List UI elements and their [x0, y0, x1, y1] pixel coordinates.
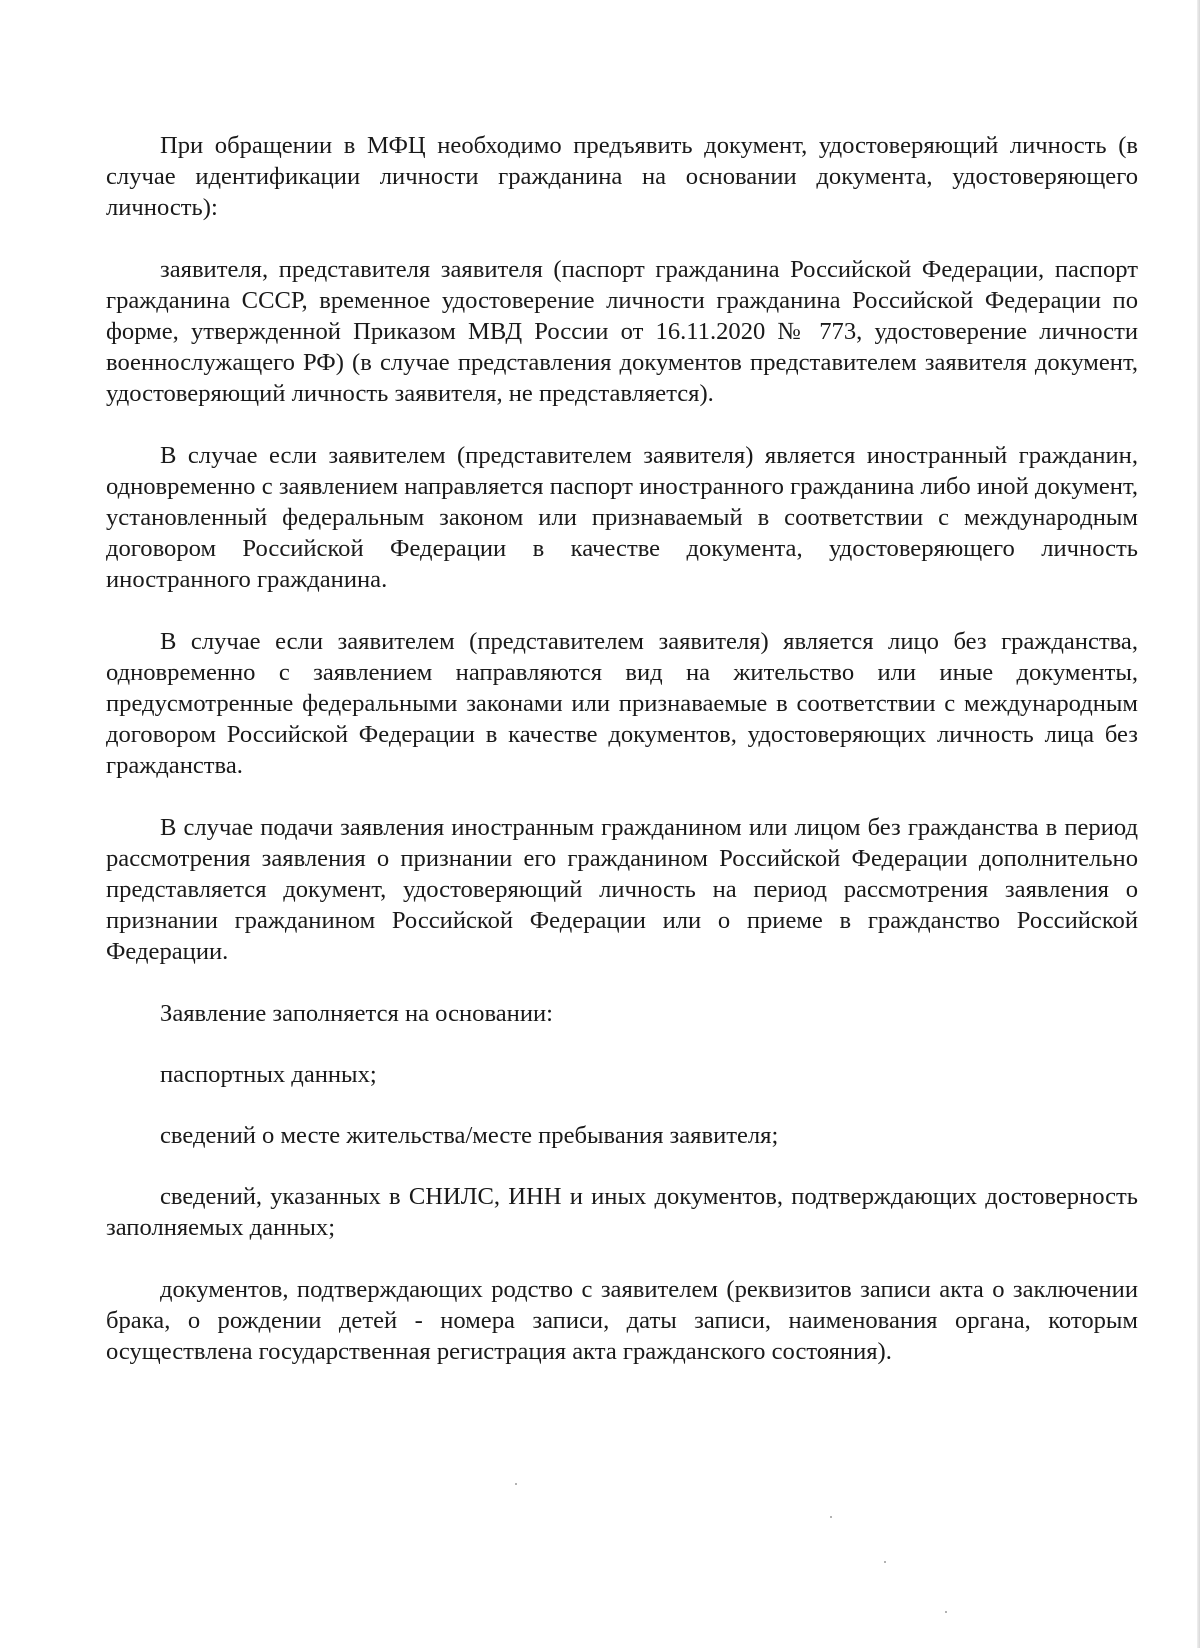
- list-item-passport-data: паспортных данных;: [160, 1060, 377, 1088]
- list-item-residence-info: сведений о месте жительства/месте пребывания заявителя;: [160, 1122, 779, 1150]
- paragraph-recognition-period: В случае подачи заявления иностранным гражданином или лицом без гражданства в период рассмотрения заявления о признании его гражданином Российской Федерации дополнительно представляется документ, удостоверяющий личность на период рассмотрения заявления о признании гражданином Российской Федерации или о приеме в гражданство Российской Федерации.: [106, 813, 1138, 966]
- paragraph-mfc-identity: При обращении в МФЦ необходимо предъявить документ, удостоверяющий личность (в случае идентификации личности гражданина на основании документа, удостоверяющего личность):: [106, 132, 1138, 222]
- scan-speck: [945, 1611, 947, 1613]
- scan-speck: [830, 1516, 832, 1518]
- scan-speck: [884, 1561, 886, 1563]
- paragraph-foreign-citizen: В случае если заявителем (представителем заявителя) является иностранный гражданин, одновременно с заявлением направляется паспорт иностранного гражданина либо иной документ, установленный федеральным законом или признаваемый в соответствии с международным договором Российской Федерации в качестве документа, удостоверяющего личность иностранного гражданина.: [106, 441, 1138, 594]
- paragraph-form-basis: Заявление заполняется на основании:: [160, 999, 553, 1027]
- list-item-kinship-documents: документов, подтверждающих родство с заявителем (реквизитов записи акта о заключении брака, о рождении детей - номера записи, даты записи, наименования органа, которым осуществлена государственная регистрация акта гражданского состояния).: [106, 1275, 1138, 1366]
- document-body: [106, 130, 1138, 1397]
- scan-speck: [515, 1483, 517, 1485]
- list-item-snils-inn: сведений, указанных в СНИЛС, ИНН и иных документов, подтверждающих достоверность заполняемых данных;: [106, 1183, 1138, 1242]
- paragraph-stateless-person: В случае если заявителем (представителем заявителя) является лицо без гражданства, одновременно с заявлением направляются вид на жительство или иные документы, предусмотренные федеральными законами или признаваемые в соответствии с международным договором Российской Федерации в качестве документов, удостоверяющих личность лица без гражданства.: [106, 627, 1138, 780]
- paragraph-applicant-representative: заявителя, представителя заявителя (паспорт гражданина Российской Федерации, паспорт гражданина СССР, временное удостоверение личности гражданина Российской Федерации по форме, утвержденной Приказом МВД России от 16.11.2020 № 773, удостоверение личности военнослужащего РФ) (в случае представления документов представителем заявителя документ, удостоверяющий личность заявителя, не представляется).: [106, 255, 1138, 408]
